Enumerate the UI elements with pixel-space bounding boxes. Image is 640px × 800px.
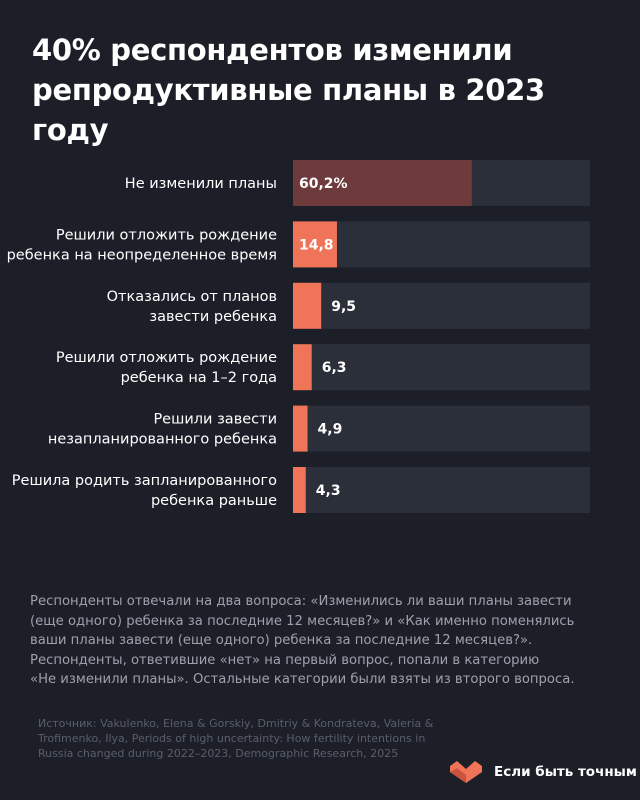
title-line-1: 40% респондентов изменили xyxy=(32,33,513,67)
note-line: Респонденты отвечали на два вопроса: «Изменились ли ваши планы завести xyxy=(30,594,572,609)
bar-track xyxy=(293,221,590,267)
methodology-note xyxy=(30,592,620,690)
value-label: 14,8 xyxy=(299,237,334,254)
category-label: Не изменили планы xyxy=(124,176,277,192)
bar xyxy=(293,406,308,452)
note-line: Респонденты, ответившие «нет» на первый вопрос, попали в категорию xyxy=(30,652,540,668)
bar-chart xyxy=(0,150,640,530)
note-line: «Не изменили планы». Остальные категории были взяты из второго вопроса. xyxy=(30,672,575,687)
value-label: 4,3 xyxy=(315,483,341,499)
note-line: (еще одного) ребенка за последние 12 месяцев?» и «Как именно поменялись xyxy=(30,613,575,629)
value-label: 4,9 xyxy=(317,421,343,438)
page-title xyxy=(32,30,622,150)
category-label: Решили отложить рождение ребенка на неопределенное время xyxy=(6,227,277,264)
bar xyxy=(293,467,306,513)
category-label: Решили отложить рождение ребенка на 1–2 года xyxy=(55,350,277,387)
brand-name: Если быть точным xyxy=(494,764,637,780)
brand xyxy=(448,758,637,786)
source-citation xyxy=(38,716,458,761)
category-label: Решила родить запланированного ребенка раньше xyxy=(11,473,277,509)
value-label: 9,5 xyxy=(331,298,357,315)
heart-logo-icon xyxy=(448,759,484,785)
note-line: ваши планы завести (еще одного) ребенка за последние 12 месяцев?». xyxy=(30,633,533,648)
title-line-2: репродуктивные планы в 2023 году xyxy=(32,73,545,147)
bar xyxy=(293,344,312,390)
bar xyxy=(293,283,321,329)
category-label: Решили завести незапланированного ребенка xyxy=(47,411,277,448)
category-label: Отказались от планов завести ребенка xyxy=(106,288,277,325)
source-line: Trofimenko, Ilya, Periods of high uncertainty: How fertility intentions in xyxy=(38,732,426,745)
source-line: Источник: Vakulenko, Elena & Gorskiy, Dmitriy & Kondrateva, Valeria & xyxy=(38,717,434,730)
value-label: 6,3 xyxy=(321,360,347,377)
source-line: Russia changed during 2022–2023, Demographic Research, 2025 xyxy=(38,747,399,760)
value-label: 60,2% xyxy=(299,176,348,192)
